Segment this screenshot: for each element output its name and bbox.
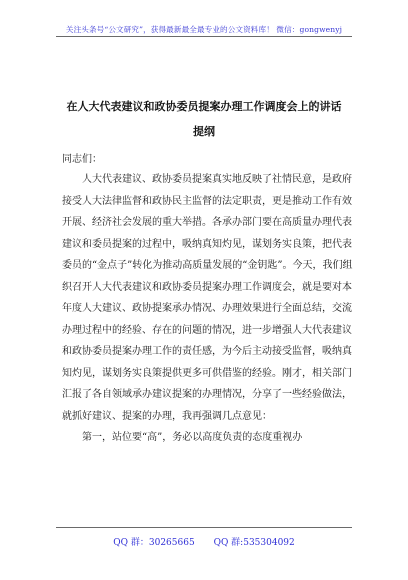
header-divider xyxy=(56,36,352,37)
body-paragraph: 人大代表建议、政协委员提案真实地反映了社情民意，是政府接受人大法律监督和政协民主监督的法定职责，更是推动工作有效开展、经济社会发展的重大举措。各承办部门要在高质量办理代表建议和委员提案的过程中，吸纳真知灼见，谋划务实良策，把代表委员的“金点子”转化为推动高质量发展的“金钥匙”。今天，我们组织召开人大代表建议和政协委员提案办理工作调度会，就是要对本年度人大建议、政协提案承办情况、办理效果进行全面总结，交流办理过程中的经验、存在的问题的情况，进一步增强人大代表建议和政协委员提案办理工作的责任感，为今后主动接受监督，吸纳真知灼见，谋划务实良策提供更多可供借鉴的经验。刚才，相关部门汇报了各自领域承办建议提案的办理情况，分享了一些经验做法，就抓好建议、提案的办理，我再强调几点意见： xyxy=(62,174,353,422)
document-body xyxy=(62,169,358,449)
body-paragraph: 第一，站位要“高”，务必以高度负责的态度重视办 xyxy=(82,432,303,443)
document-title: 在人大代表建议和政协委员提案办理工作调度会上的讲话 xyxy=(66,100,342,113)
footer-divider xyxy=(56,527,352,528)
footer-qq-group-1: QQ 群：30265665 xyxy=(113,538,195,548)
footer-qq-group-2: QQ 群:535304092 xyxy=(213,538,295,548)
salutation: 同志们： xyxy=(62,154,102,165)
header-note: 关注头条号“公文研究”，获得最新最全最专业的公文资料库！ 微信：gongwenyj xyxy=(65,25,343,34)
footer xyxy=(0,535,408,548)
document-subtitle: 提纲 xyxy=(193,125,215,138)
